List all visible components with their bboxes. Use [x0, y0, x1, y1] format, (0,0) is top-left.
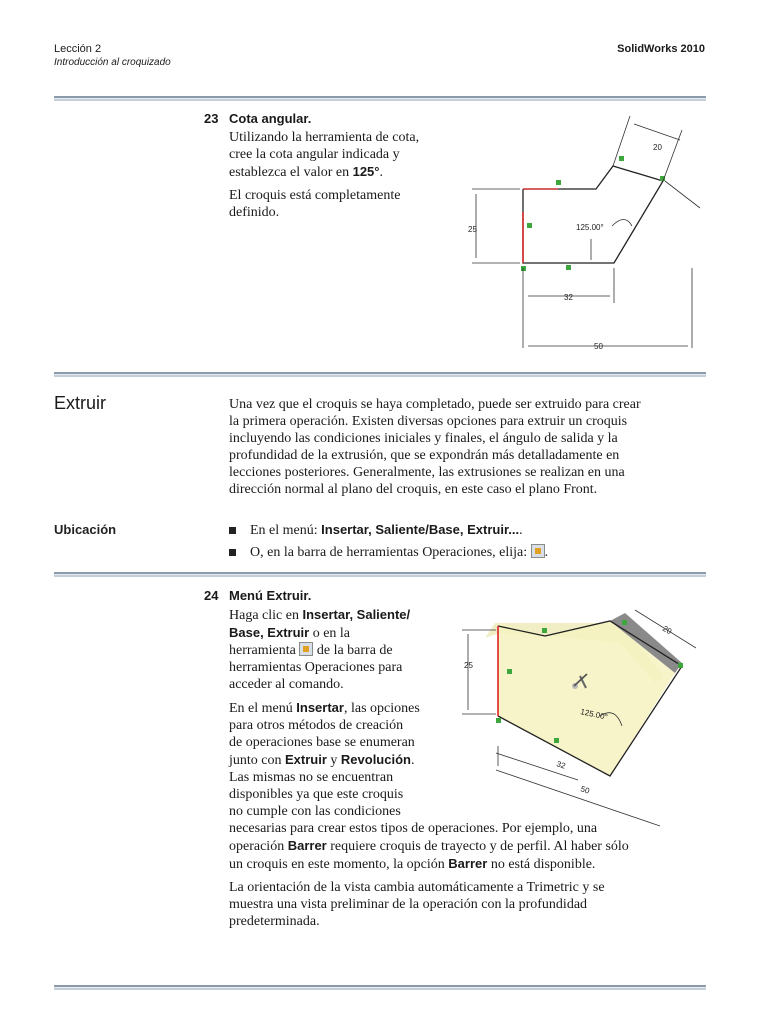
step-24-line	[229, 855, 709, 873]
extruir-line: la primera operación. Existen diversas opciones para extruir un croquis	[229, 414, 628, 429]
step-24-line: predeterminada.	[229, 914, 320, 929]
text: junto con	[229, 753, 285, 768]
bullet	[229, 527, 236, 534]
dimension-angle: 125.00°	[579, 707, 609, 722]
text: herramienta	[229, 643, 300, 658]
ubicacion-item	[229, 521, 709, 539]
step-24-line: no cumple con las condiciones	[229, 804, 401, 819]
text: o en la	[309, 626, 351, 641]
extruir-line: lecciones posteriores. Generalmente, las extrusiones se realizan en una	[229, 465, 625, 480]
dimension-25: 25	[468, 225, 477, 234]
extrude-preview-figure	[460, 588, 710, 833]
bold-term: Revolución	[340, 752, 411, 767]
menu-path: Insertar, Saliente/	[302, 607, 411, 622]
step-24-line: para otros métodos de creación	[229, 718, 404, 733]
step-24-line: necesarias para crear estos tipos de operaciones. Por ejemplo, una	[229, 821, 598, 836]
sketch-figure-1	[460, 108, 710, 358]
step-23-line: El croquis está completamente	[229, 188, 401, 203]
step-24-line: acceder al comando.	[229, 677, 344, 692]
dimension-50: 50	[594, 342, 603, 351]
text: un croquis en este momento, la opción	[229, 857, 449, 872]
text: .	[544, 545, 549, 560]
step-24-title: Menú Extruir.	[229, 588, 312, 603]
text: En el menú	[229, 701, 297, 716]
text: y	[326, 753, 341, 768]
dimension-32: 32	[555, 759, 567, 771]
step-23-text	[229, 129, 454, 221]
text: .	[519, 523, 523, 538]
step-24-line: herramientas Operaciones para	[229, 660, 403, 675]
text: En el menú:	[250, 523, 322, 538]
ubicacion-label: Ubicación	[54, 522, 117, 537]
step-23-line: definido.	[229, 205, 280, 220]
divider-top	[54, 96, 706, 101]
lesson-subtitle: Introducción al croquizado	[54, 57, 171, 68]
dimension-angle: 125.00°	[576, 223, 604, 232]
bold-term: Insertar	[296, 700, 344, 715]
extruir-line: profundidad de la extrusión, que se expondrán más detalladamente en	[229, 448, 620, 463]
extruir-line: Una vez que el croquis se haya completado, puede ser extruido para crear	[229, 397, 641, 412]
step-24-number: 24	[204, 588, 219, 603]
extruir-line: incluyendo las condiciones iniciales y finales, el ángulo de salida y la	[229, 431, 618, 446]
menu-path: Base, Extruir	[229, 625, 310, 640]
extrude-boss-icon	[299, 642, 313, 656]
bold-term: Barrer	[448, 856, 488, 871]
divider-step-24	[54, 572, 706, 577]
ubicacion-list	[229, 521, 709, 561]
text: operación	[229, 839, 288, 854]
bold-term: Extruir	[285, 752, 327, 767]
step-24-line: muestra una vista preliminar de la operación con la profundidad	[229, 897, 588, 912]
menu-path: Insertar, Saliente/Base, Extruir...	[321, 522, 520, 537]
text: , las opciones	[343, 701, 420, 716]
text: de la barra de	[313, 643, 393, 658]
text: .	[379, 165, 383, 180]
text: no está disponible.	[487, 857, 596, 872]
step-23-title: Cota angular.	[229, 111, 312, 126]
lesson-number: Lección 2	[54, 43, 102, 55]
section-title-extruir: Extruir	[54, 393, 107, 413]
step-24-line: Las mismas no se encuentran	[229, 770, 394, 785]
page-header-left	[54, 43, 171, 69]
dimension-32: 32	[564, 293, 573, 302]
step-24-line: La orientación de la vista cambia automáticamente a Trimetric y se	[229, 880, 605, 895]
extruir-line: dirección normal al plano del croquis, en este caso el plano Front.	[229, 482, 598, 497]
text: Haga clic en	[229, 608, 303, 623]
bold-term: Barrer	[287, 838, 327, 853]
step-23-number: 23	[204, 111, 219, 126]
step-23-line	[229, 163, 454, 181]
text: establezca el valor en	[229, 165, 353, 180]
text: .	[410, 753, 415, 768]
bullet	[229, 549, 236, 556]
extrude-boss-icon	[531, 544, 545, 558]
dimension-20: 20	[653, 143, 662, 152]
step-23-line: cree la cota angular indicada y	[229, 147, 400, 162]
dimension-50: 50	[579, 784, 591, 796]
angle-value: 125°	[352, 164, 380, 179]
product-name: SolidWorks 2010	[617, 43, 705, 55]
divider-extruir	[54, 372, 706, 377]
dimension-20: 20	[661, 623, 674, 637]
step-24-line: disponibles ya que este croquis	[229, 787, 404, 802]
divider-bottom	[54, 985, 706, 990]
ubicacion-item	[229, 544, 709, 561]
text: O, en la barra de herramientas Operaciones, elija:	[250, 545, 531, 560]
text: requiere croquis de trayecto y de perfil. Al haber sólo	[326, 839, 629, 854]
step-23-line: Utilizando la herramienta de cota,	[229, 130, 420, 145]
step-24-line: de operaciones base se enumeran	[229, 735, 415, 750]
extruir-paragraph	[229, 396, 709, 498]
dimension-25: 25	[464, 661, 473, 670]
step-24-line	[229, 837, 709, 855]
